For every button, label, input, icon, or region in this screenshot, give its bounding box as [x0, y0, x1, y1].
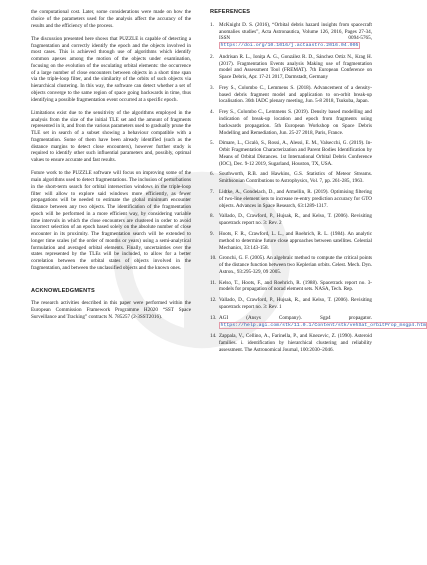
reference-text: Vallado, D., Crawford, P., Hujsak, R., and Kelso, T. (2006). Revisiting spacetrack report no. 3: Rev. 2	[219, 213, 372, 227]
reference-item	[210, 255, 372, 275]
reference-number: 7.	[210, 189, 214, 196]
reference-number: 10.	[210, 255, 217, 262]
reference-number: 8.	[210, 213, 214, 220]
reference-text: Lidtke, A., Gondelach, D., and Armellin, R. (2019). Optimising filtering of two-line element sets to increase re-entry prediction accuracy for GTO objects. Advances in Space Research, 63:1289-1317.	[219, 189, 372, 209]
reference-text: Hoots, F. R., Crawford, L. L., and Roehrich, R. L. (1984). An analytic method to determine future close approaches between satellites. Celestial Mechanics, 33:143-158.	[219, 231, 372, 251]
reference-number: 5.	[210, 140, 214, 147]
reference-number: 14.	[210, 333, 217, 340]
reference-text: Andrisan R. L., Ioniţa A. G., González R. D., Sánchez Ortiz N., Krag H. (2017). Fragmentation Events analysis Making use of fragmentation model and Assessment Tool (FREMAT). 7th European Conference on Space Debris, Apr. 17-21 2017, Darmstadt, Germany	[219, 53, 372, 81]
reference-text: Vallado, D., Crawford, P., Hujsak, R., and Kelso, T. (2006). Revisiting spacetrack report no. 3: Rev. 1	[219, 297, 372, 311]
reference-item	[210, 54, 372, 81]
reference-link[interactable]: https://help.agi.com/stk/11.0.1/Content/stk/vehSat_orbitProp_msgp4.htm	[220, 322, 426, 328]
reference-item	[210, 231, 372, 251]
left-column	[31, 9, 191, 327]
reference-item	[210, 280, 372, 294]
reference-item	[210, 171, 372, 185]
reference-number: 6.	[210, 171, 214, 178]
reference-item	[210, 109, 372, 136]
reference-number: 11.	[210, 279, 217, 286]
reference-number: 9.	[210, 231, 214, 237]
reference-item	[210, 22, 372, 50]
reference-number: 13.	[210, 314, 217, 321]
reference-item	[210, 189, 372, 209]
reference-item	[210, 314, 426, 330]
reference-number: 2.	[210, 53, 214, 60]
reference-item	[210, 213, 372, 227]
reference-text: Frey S., Colombo C., Lemmens S. (2018). Advancement of a density-based debris fragment model and application to on-orbit break-up localisation. 36th IADC plenary meeting, Jun. 5-8 2018, Tsukuba, Japan.	[219, 84, 372, 105]
reference-text: Dimare, L., Cicalò, S., Rossi, A., Alessi, E. M., Valsecchi, G. (2019). In-Orbit Fragmentation Characterization and Parent Bodies Identification by Means of Orbital Distances. 1st International Orbital Debris Conference (IOC), Dec. 9-12 2019, Sugarland, Houston, TX, USA.	[219, 140, 372, 167]
reference-text: Gronchi, G. F. (2005). An algebraic method to compute the critical points of the distance function between two Keplerian orbits. Celest. Mech. Dyn. Astron., 93:295-329, 09 2005.	[219, 255, 372, 275]
references-list	[210, 21, 426, 354]
right-column	[210, 9, 426, 358]
future-work-paragraph: Future work to the PUZZLE software will focus on improving some of the main algorithms used to detect fragmentations. The inclusion of perturbations in the short-term search for orbital intersection windows in the triple-loop filter will allow to explore said windows more efficiently, as fewer propagations will be needed to estimate the global minimum encounter distance between any two objects. The identification of the fragmentation epoch will be performed in a more efficient way, by considering variable time intervals in which the close encounters are clustered in order to avoid incorrect selection of an epoch based solely on the absolute number of close encounter in its proximity. The fragmentation search will be extended to longer time scales (of the order of months or years) using a semi-analytical formulation and averaged orbital elements. Finally, uncertainties over the states represented by the TLEs will be included, to allow for a better correlation between the orbital states of objects involved in the fragmentation, and between the unclassified objects and the known ones.	[31, 170, 191, 271]
reference-text: Frey S., Colombo C., Lemmens S. (2019). Density based modelling and indication of break-up location and epoch from fragments using backwards propagation. 5th European Workshop on Space Debris Modelling and Remediation, Jun. 25-27 2018, Paris, France.	[219, 109, 372, 136]
reference-number: 4.	[210, 109, 214, 116]
references-heading: REFERENCES	[210, 9, 251, 15]
reference-item	[210, 85, 372, 105]
acknowledgments-text: The research activities described in this paper were performed within the European Commission Framework Programme H2020 “SST Space Surveillance and Tracking” contracts N. 785257 (2-3SST2016).	[31, 300, 191, 320]
conclusion-paragraph-2: The discussion presented here shows that PUZZLE is capable of detecting a fragmentation and correctly identify the epoch and the objects involved in most cases. This is achieved through use of algorithms which identify common apexes among the motion of the objects under examination, focusing on the evolution of the osculating orbital elements: the occurrence of a large number of close encounters between objects in a short time span via the triple-loop filter, and the similarity of the orbits of such objects via hierarchical clustering. In this way, the software can detect whether a set of objects converge to the same region of space going backwards in time, thus identifying a possible fragmentation event occurred at a specific epoch.	[31, 35, 191, 103]
reference-number: 3.	[210, 84, 214, 91]
reference-number: 1.	[210, 21, 214, 28]
reference-item	[210, 297, 372, 311]
reference-link[interactable]: https://doi.org/10.1016/j.actaastro.2016.04.005	[220, 43, 359, 48]
conclusion-paragraph-3: Limitations exist due to the sensitivity of the algorithms employed in the analysis from the size of the initial TLE set and the amount of fragments represented in it, and from the various parameters used to gradually prune the TLE set in search of a subset showing a behaviour compatible with a fragmentation. Some of them have been already identified (such as the distance margins to detect close encounters), however further study is required to identify other such influential parameters and, possibly, optimal values to ensure accurate and fast results.	[31, 109, 191, 163]
reference-text: McKnight D. S. (2016), “Orbital debris hazard insights from spacecraft anomalies studies”, Acta Astronautica, Volume 126, 2016, Pages 27-34, ISSN 0094-5765,	[219, 21, 372, 42]
reference-number: 12.	[210, 297, 217, 304]
conclusion-paragraph-1: the computational cost. Later, some considerations were made on how the choice of the parameters used for the analysis affect the accuracy of the results and the efficiency of the process.	[31, 9, 191, 29]
reference-item	[210, 140, 372, 167]
acknowledgments-heading: ACKNOWLEDGMENTS	[31, 287, 95, 294]
reference-text: AGI (Ansys Company). Sgp4 propagator.	[219, 314, 372, 321]
reference-text: Kelso, T., Hoots, F., and Roehrich, R. (1988). Spacetrack report no. 3-models for propagation of norad element sets. NASA, Tech. Rep.	[219, 279, 372, 293]
reference-item	[210, 333, 372, 353]
reference-text: Southworth, R.B. and Hawkins, G.S. Statistics of Meteor Streams. Smithsonian Contributions to Astrophysics, Vol. 7, pp. 261-285, 1963.	[219, 171, 372, 185]
reference-text: Zappala, V., Cellino, A., Farinella, P., and Knezevic, Z. (1990). Asteroid families. i. identification by hierarchical clustering and reliability assessment. The Astronomical Journal, 100:2030–2046.	[219, 333, 372, 353]
